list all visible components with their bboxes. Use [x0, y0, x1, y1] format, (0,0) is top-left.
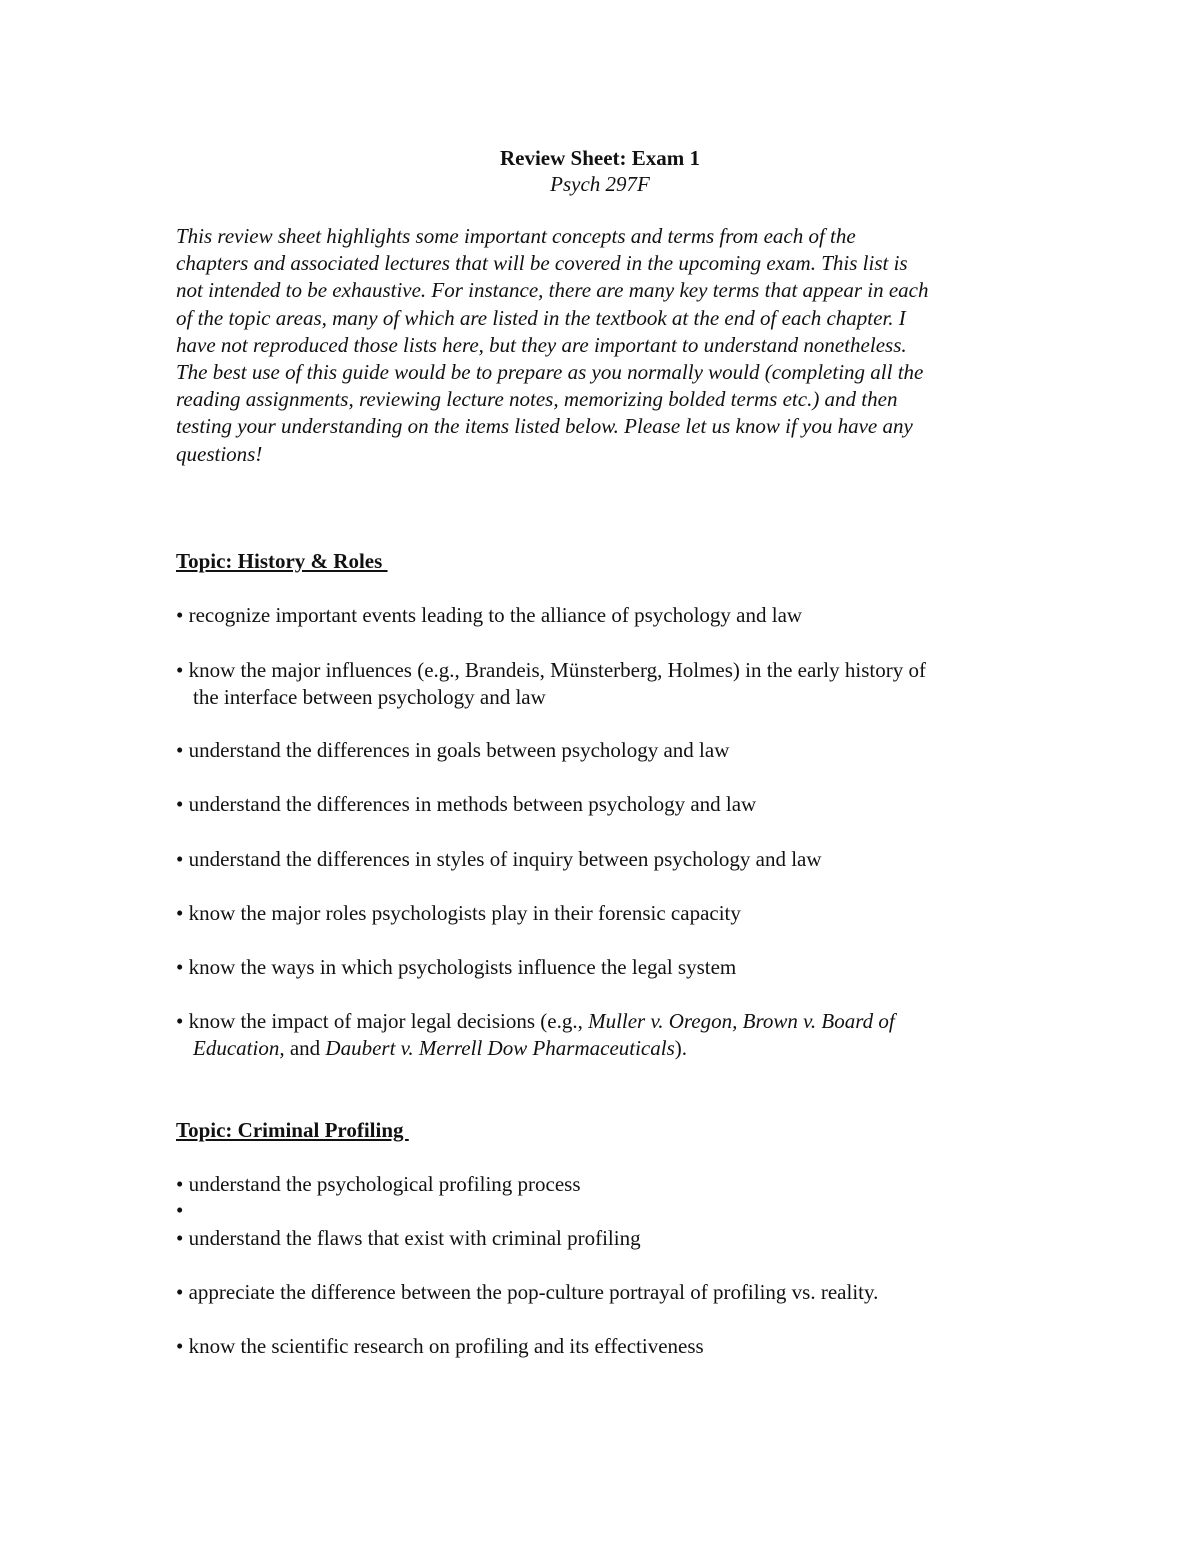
list-item [176, 657, 926, 710]
list-item: • understand the psychological profiling process [176, 1172, 581, 1196]
topic-heading-history: Topic: History & Roles [176, 549, 388, 573]
list-item: • know the major roles psychologists play in their forensic capacity [176, 901, 741, 925]
list-item-continuation [176, 1035, 895, 1062]
list-item: • recognize important events leading to the alliance of psychology and law [176, 603, 803, 627]
list-item: • know the ways in which psychologists influence the legal system [176, 955, 737, 979]
list-item: • understand the differences in methods between psychology and law [176, 792, 757, 816]
list-item: • appreciate the difference between the pop-culture portrayal of profiling vs. reality. [176, 1280, 879, 1304]
document-title: Review Sheet: Exam 1 [499, 146, 701, 170]
case-name: Daubert v. Merrell Dow Pharmaceuticals [325, 1035, 675, 1060]
list-item: • understand the differences in goals between psychology and law [176, 738, 730, 762]
case-name: Education, [193, 1035, 285, 1060]
topic-heading-profiling: Topic: Criminal Profiling [176, 1118, 409, 1142]
intro-line: questions! [176, 441, 263, 466]
list-item: • know the scientific research on profiling and its effectiveness [176, 1334, 704, 1358]
intro-line: not intended to be exhaustive. For instance, there are many key terms that appear in each [176, 278, 929, 303]
list-item-lead: • know the impact of major legal decisions (e.g., [176, 1009, 589, 1033]
intro-line: of the topic areas, many of which are listed in the textbook at the end of each chapter. I [176, 305, 906, 330]
list-item-continuation: the interface between psychology and law [193, 684, 546, 709]
document-subtitle: Psych 297F [550, 172, 650, 196]
list-item: • understand the differences in styles of inquiry between psychology and law [176, 847, 822, 871]
intro-line: testing your understanding on the items listed below. Please let us know if you have any [176, 414, 913, 439]
intro-line: The best use of this guide would be to prepare as you normally would (completing all the [176, 360, 924, 385]
intro-paragraph [176, 223, 1036, 468]
list-item: • understand the flaws that exist with criminal profiling [176, 1226, 641, 1250]
intro-line: reading assignments, reviewing lecture notes, memorizing bolded terms etc.) and then [176, 387, 898, 412]
intro-line: This review sheet highlights some important concepts and terms from each of the [176, 224, 856, 248]
list-item: • [176, 1198, 184, 1222]
connector-text: and [284, 1035, 326, 1060]
intro-line: chapters and associated lectures that will be covered in the upcoming exam. This list is [176, 251, 908, 276]
list-item-line: • know the major influences (e.g., Brandeis, Münsterberg, Holmes) in the early history of [176, 658, 926, 682]
intro-line: have not reproduced those lists here, but they are important to understand nonetheless. [176, 332, 907, 357]
list-item [176, 1008, 895, 1061]
case-name: Muller v. Oregon, Brown v. Board of [588, 1009, 895, 1033]
closing-text: ). [674, 1035, 688, 1060]
